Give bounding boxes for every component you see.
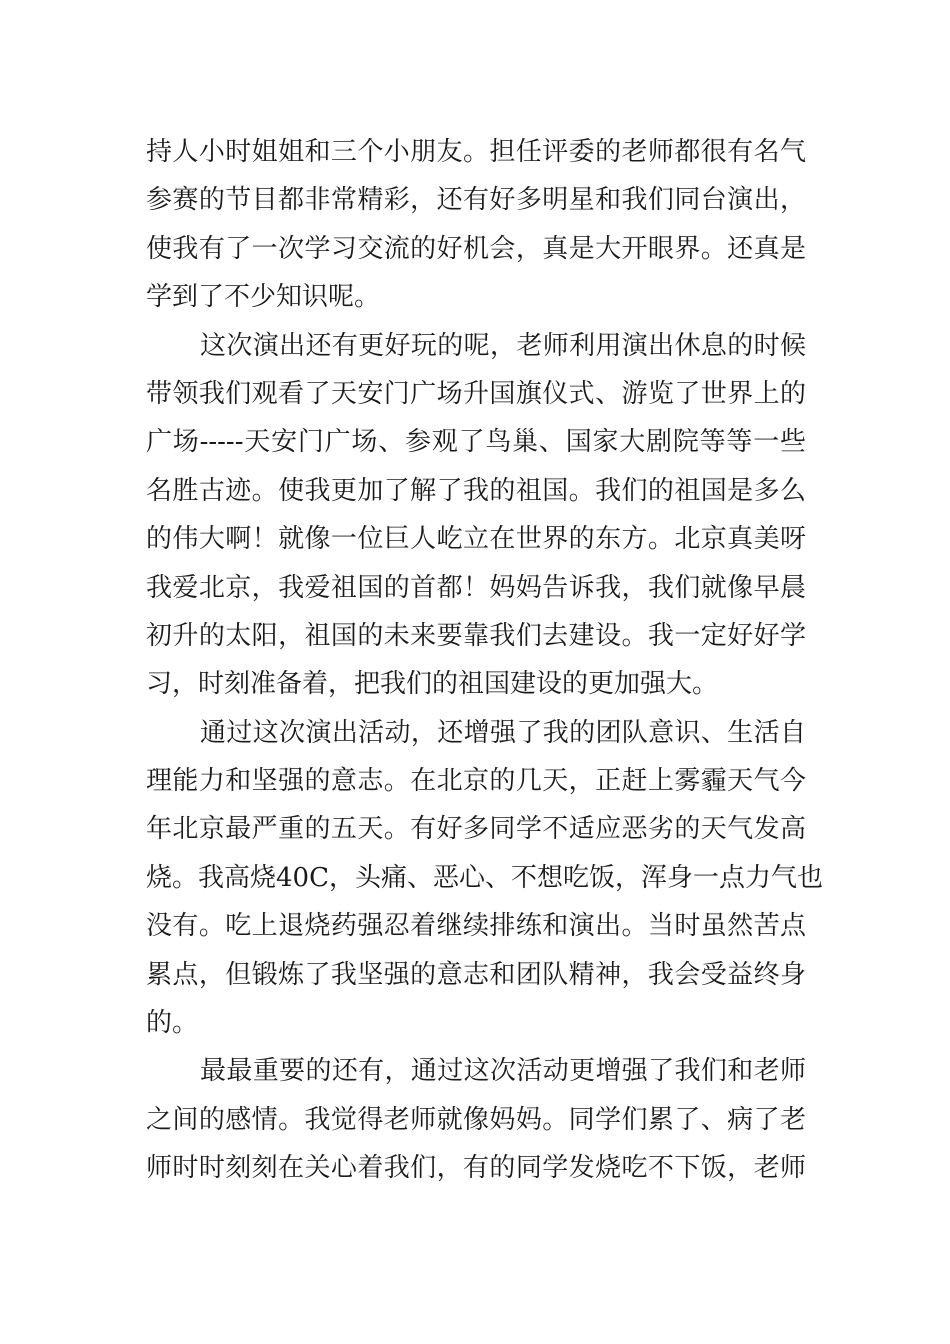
text-line: 广场-----天安门广场、参观了鸟巢、国家大剧院等等一些 xyxy=(146,427,806,458)
text-line: 名胜古迹。使我更加了解了我的祖国。我们的祖国是多么 xyxy=(146,475,806,506)
text-line: 参赛的节目都非常精彩，还有好多明星和我们同台演出， xyxy=(146,185,806,216)
text-line: 通过这次演出活动，还增强了我的团队意识、生活自 xyxy=(200,717,806,748)
text-line: 年北京最严重的五天。有好多同学不适应恶劣的天气发高 xyxy=(146,814,806,845)
text-line: 累点，但锻炼了我坚强的意志和团队精神，我会受益终身 xyxy=(146,959,806,990)
text-line: 的伟大啊！就像一位巨人屹立在世界的东方。北京真美呀 xyxy=(146,524,806,555)
text-line: 没有。吃上退烧药强忍着继续排练和演出。当时虽然苦点 xyxy=(146,911,806,942)
text-line: 之间的感情。我觉得老师就像妈妈。同学们累了、病了老 xyxy=(146,1104,806,1135)
text-line: 初升的太阳，祖国的未来要靠我们去建设。我一定好好学 xyxy=(146,620,806,651)
text-line: 师时时刻刻在关心着我们，有的同学发烧吃不下饭，老师 xyxy=(146,1153,806,1184)
text-line: 学到了不少知识呢。 xyxy=(146,282,381,313)
text-line: 最最重要的还有，通过这次活动更增强了我们和老师 xyxy=(200,1056,806,1087)
text-line: 持人小时姐姐和三个小朋友。担任评委的老师都很有名气 xyxy=(146,137,806,167)
text-line: 习，时刻准备着，把我们的祖国建设的更加强大。 xyxy=(146,669,719,700)
text-line: 我爱北京，我爱祖国的首都！妈妈告诉我，我们就像早晨 xyxy=(146,572,806,603)
text-line: 这次演出还有更好玩的呢，老师利用演出休息的时候 xyxy=(200,330,806,361)
text-line: 理能力和坚强的意志。在北京的几天，正赶上雾霾天气今 xyxy=(146,766,806,797)
body-text xyxy=(146,128,823,1193)
text-line: 烧。我高烧40C，头痛、恶心、不想吃饭，浑身一点力气也 xyxy=(146,862,823,893)
text-line: 的。 xyxy=(146,1008,199,1039)
text-line: 带领我们观看了天安门广场升国旗仪式、游览了世界上的 xyxy=(146,378,806,409)
text-line: 使我有了一次学习交流的好机会，真是大开眼界。还真是 xyxy=(146,233,806,264)
